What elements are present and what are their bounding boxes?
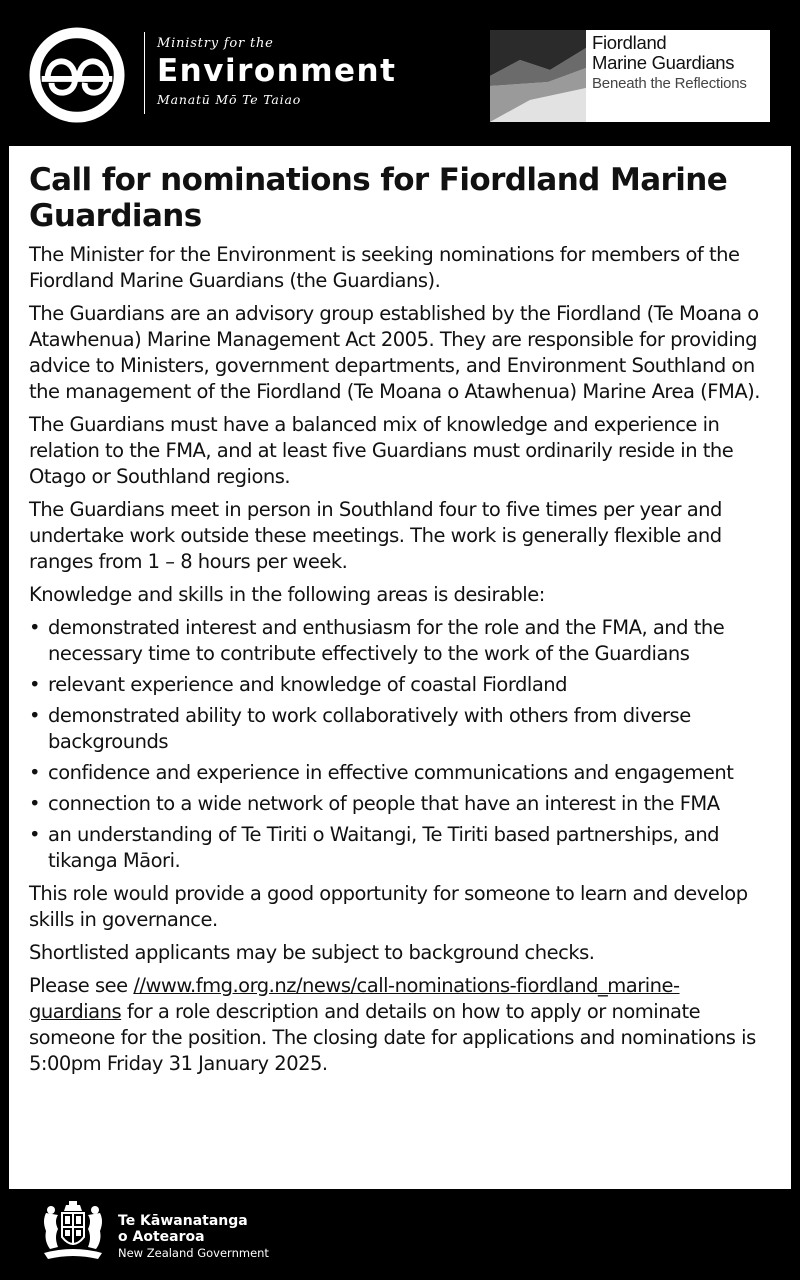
list-item-text: connection to a wide network of people that have an interest in the FMA: [48, 792, 720, 815]
skills-list: [29, 615, 771, 874]
paragraph-how-to-apply: [29, 973, 771, 1077]
list-item: [29, 703, 771, 755]
list-item-text: demonstrated interest and enthusiasm for the role and the FMA, and the necessary time to contribute effectively to the work of the Guardians: [48, 616, 725, 665]
ministry-wordmark: [157, 36, 396, 108]
ministry-name: Environment: [157, 53, 397, 89]
list-item-text: an understanding of Te Tiriti o Waitangi, Te Tiriti based partnerships, and tikanga Māori.: [48, 823, 720, 872]
govt-line-1: Te Kāwanatanga: [118, 1213, 248, 1229]
nz-coat-of-arms-icon: [36, 1201, 110, 1263]
paragraph-opportunity: This role would provide a good opportunity for someone to learn and develop skills in governance.: [29, 882, 748, 931]
fmg-line-1: Fiordland: [592, 32, 667, 53]
paragraph-mix: The Guardians must have a balanced mix of knowledge and experience in relation to the FMA, and at least five Guardians must ordinarily reside in the Otago or Southland regions.: [29, 413, 734, 488]
paragraph-intro: The Minister for the Environment is seeking nominations for members of the Fiordland Marine Guardians (the Guardians).: [29, 243, 740, 292]
list-item: [29, 791, 771, 817]
bullet-icon: •: [29, 704, 41, 727]
list-item: [29, 760, 771, 786]
ministry-small-text: Ministry for the: [157, 36, 274, 51]
fmg-tagline: Beneath the Reflections: [592, 75, 747, 92]
bullet-icon: •: [29, 673, 41, 696]
fmg-line-2: Marine Guardians: [592, 52, 735, 73]
list-item-text: relevant experience and knowledge of coastal Fiordland: [48, 673, 568, 696]
apply-prefix: Please see: [29, 974, 134, 997]
article-title: Call for nominations for Fiordland Marine Guardians: [29, 162, 728, 234]
bullet-icon: •: [29, 616, 41, 639]
fiordland-marine-guardians-logo: [490, 30, 770, 122]
footer: [0, 1189, 800, 1280]
fmg-nominations-link[interactable]: //www.fmg.org.nz/news/call-nominations-fiordland_marine-guardians: [29, 974, 680, 1023]
ministry-for-the-environment-logo-icon: [28, 26, 126, 124]
article-panel: [9, 146, 791, 1189]
header: [0, 0, 800, 143]
bullet-icon: •: [29, 823, 41, 846]
govt-line-3: New Zealand Government: [118, 1246, 269, 1260]
apply-suffix: for a role description and details on how to apply or nominate someone for the position. The closing date for applications and nominations is 5:00pm Friday 31 January 2025.: [29, 1000, 756, 1075]
list-item: [29, 672, 771, 698]
nz-government-wordmark: [118, 1213, 269, 1261]
paragraph-advisory: The Guardians are an advisory group established by the Fiordland (Te Moana o Atawhenua) Marine Management Act 2005. They are responsible for providing advice to Ministers, government departments, and Environment Southland on the management of the Fiordland (Te Moana o Atawhenua) Marine Area (FMA).: [29, 302, 760, 403]
fmg-wordmark: [592, 33, 747, 94]
list-item-text: confidence and experience in effective communications and engagement: [48, 761, 734, 784]
list-item: [29, 615, 771, 667]
ministry-maori-name: Manatū Mō Te Taiao: [157, 92, 302, 107]
govt-line-2: o Aotearoa: [118, 1229, 205, 1245]
bullet-icon: •: [29, 792, 41, 815]
paragraph-meetings: The Guardians meet in person in Southland four to five times per year and undertake work outside these meetings. The work is generally flexible and ranges from 1 – 8 hours per week.: [29, 498, 722, 573]
paragraph-skills-intro: Knowledge and skills in the following areas is desirable:: [29, 583, 545, 606]
list-item-text: demonstrated ability to work collaboratively with others from diverse backgrounds: [48, 704, 691, 753]
paragraph-background-checks: Shortlisted applicants may be subject to background checks.: [29, 941, 595, 964]
bullet-icon: •: [29, 761, 41, 784]
list-item: [29, 822, 771, 874]
logo-divider: [144, 32, 145, 114]
fiord-landscape-icon: [490, 30, 586, 122]
